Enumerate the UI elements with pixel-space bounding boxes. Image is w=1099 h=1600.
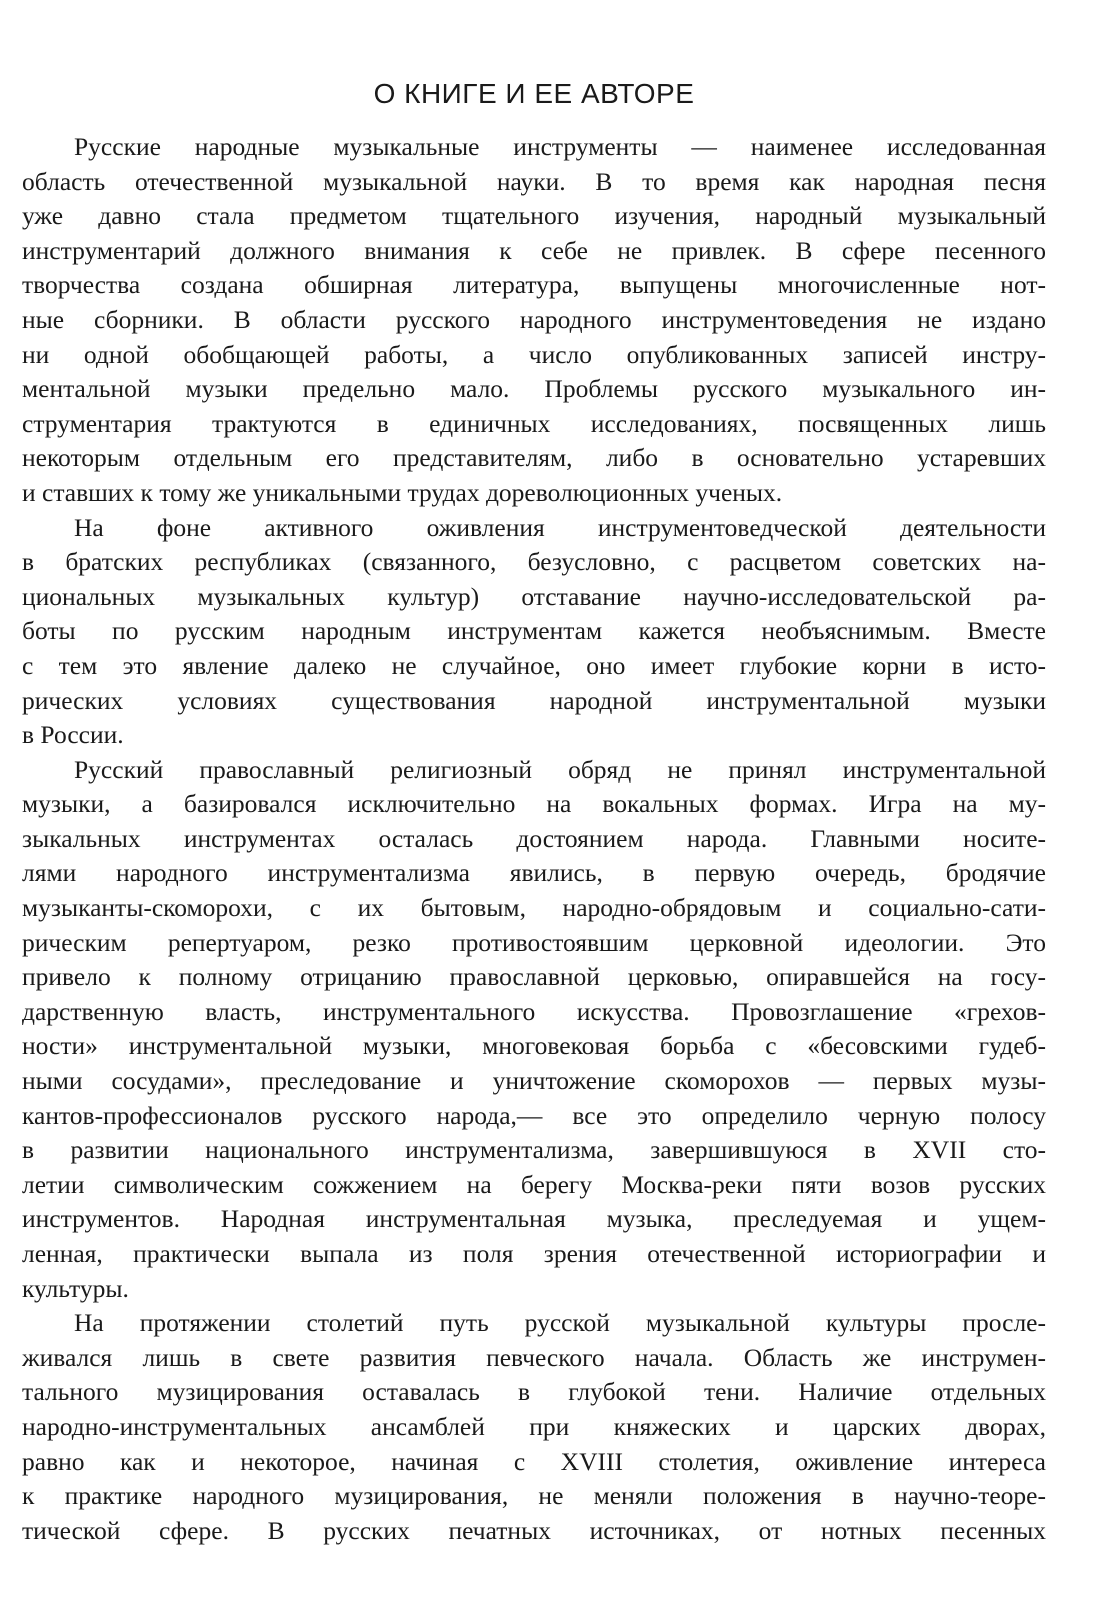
- text-line: культуры.: [22, 1273, 129, 1303]
- text-line: музыканты-скоморохи, с их бытовым, народно-обрядовым и социально-сати-: [22, 893, 1046, 923]
- text-line: тального музицирования оставалась в глубокой тени. Наличие отдельных: [22, 1377, 1046, 1407]
- text-line: На фоне активного оживления инструментоведческой деятельности: [74, 512, 1046, 542]
- text-line: рических условиях существования народной инструментальной музыки: [22, 685, 1046, 715]
- text-line: Русские народные музыкальные инструменты — наименее исследованная: [74, 132, 1046, 161]
- page-title: О КНИГЕ И ЕЕ АВТОРЕ: [373, 78, 695, 109]
- paragraph: [22, 511, 1046, 753]
- text-line: равно как и некоторое, начиная с XVIII столетия, оживление интереса: [22, 1446, 1046, 1476]
- text-line: рическим репертуаром, резко противостоявшим церковной идеологии. Это: [22, 927, 1046, 957]
- text-line: дарственную власть, инструментального искусства. Провозглашение «грехов-: [22, 996, 1046, 1026]
- text-line: привело к полному отрицанию православной церковью, опиравшейся на госу-: [22, 962, 1046, 992]
- text-line: ментальной музыки предельно мало. Проблемы русского музыкального ин-: [22, 374, 1046, 404]
- text-line: боты по русским народным инструментам кажется необъяснимым. Вместе: [22, 616, 1046, 646]
- text-line: струментария трактуются в единичных исследованиях, посвященных лишь: [22, 408, 1046, 438]
- text-line: циональных музыкальных культур) отставание научно-исследовательской ра-: [22, 581, 1046, 611]
- paragraph: [22, 130, 1046, 511]
- text-line: зыкальных инструментах осталась достоянием народа. Главными носите-: [22, 823, 1046, 853]
- text-line: ни одной обобщающей работы, а число опубликованных записей инстру-: [22, 339, 1046, 369]
- body-text: [22, 130, 1046, 1548]
- document-page: [22, 74, 1046, 1548]
- text-line: некоторым отдельным его представителям, либо в основательно устаревших: [22, 443, 1046, 473]
- text-line: лями народного инструментализма явились, в первую очередь, бродячие: [22, 858, 1046, 888]
- text-line: творчества создана обширная литература, выпущены многочисленные нот-: [22, 270, 1046, 300]
- text-line: и ставших к тому же уникальными трудах дореволюционных ученых.: [22, 477, 783, 507]
- text-line: ными сосудами», преследование и уничтожение скоморохов — первых музы-: [22, 1066, 1046, 1096]
- text-line: летии символическим сожжением на берегу Москва-реки пяти возов русских: [22, 1169, 1046, 1199]
- text-line: На протяжении столетий путь русской музыкальной культуры просле-: [74, 1308, 1046, 1338]
- text-line: Русский православный религиозный обряд не принял инструментальной: [74, 754, 1046, 784]
- text-line: ности» инструментальной музыки, многовековая борьба с «бесовскими гудеб-: [22, 1031, 1046, 1061]
- text-line: инструментарий должного внимания к себе не привлек. В сфере песенного: [22, 235, 1046, 265]
- text-line: область отечественной музыкальной науки. В то время как народная песня: [22, 166, 1046, 196]
- text-line: в развитии национального инструментализма, завершившуюся в XVII сто-: [22, 1135, 1046, 1165]
- text-line: музыки, а базировался исключительно на вокальных формах. Игра на му-: [22, 789, 1046, 819]
- paragraph: [22, 753, 1046, 1307]
- text-line: ленная, практически выпала из поля зрения отечественной историографии и: [22, 1239, 1046, 1268]
- text-line: тической сфере. В русских печатных источниках, от нотных песенных: [22, 1515, 1046, 1545]
- text-line: в братских республиках (связанного, безусловно, с расцветом советских на-: [22, 547, 1046, 577]
- text-line: инструментов. Народная инструментальная музыка, преследуемая и ущем-: [22, 1204, 1046, 1234]
- text-line: уже давно стала предметом тщательного изучения, народный музыкальный: [22, 201, 1046, 231]
- text-line: в России.: [22, 720, 124, 750]
- text-line: кантов-профессионалов русского народа,— все это определило черную полосу: [22, 1100, 1046, 1130]
- text-line: к практике народного музицирования, не меняли положения в научно-теоре-: [22, 1481, 1046, 1511]
- text-line: народно-инструментальных ансамблей при княжеских и царских дворах,: [22, 1411, 1046, 1441]
- text-line: с тем это явление далеко не случайное, оно имеет глубокие корни в исто-: [22, 650, 1046, 680]
- text-line: живался лишь в свете развития певческого начала. Область же инструмен-: [22, 1342, 1046, 1372]
- paragraph: [22, 1306, 1046, 1548]
- text-line: ные сборники. В области русского народного инструментоведения не издано: [22, 304, 1046, 334]
